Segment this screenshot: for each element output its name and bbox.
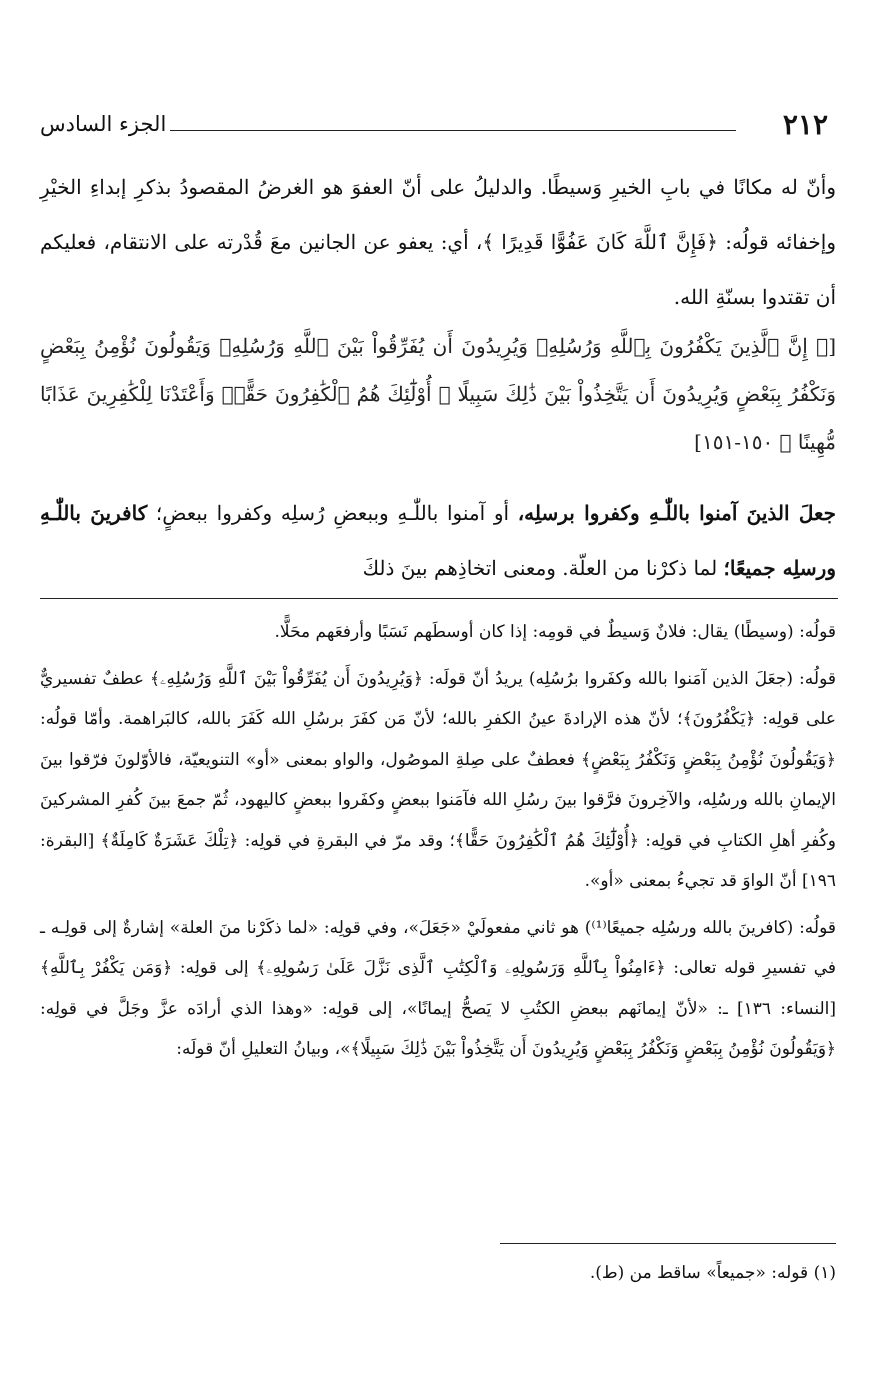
commentary-text-2: لما ذكرْنا من العلّة. ومعنى اتخاذِهم بينَ ذلكَ — [362, 556, 724, 580]
gloss-note-2: قولُه: (جعَلَ الذين آمَنوا بالله وكفَروا برُسُلِه) يريدُ أنّ قولَه: ﴿وَيُرِيدُونَ أَن يُفَرِّقُواْ بَيْنَ ٱللَّهِ وَرُسُلِهِۦ﴾ عطفٌ تفسيريٌّ على قولِه: ﴿يَكْفُرُونَ﴾؛ لأنّ هذه الإرادةَ عينُ الكفرِ بالله؛ لأنّ مَن كفَرَ برسُلِ الله كَفَرَ بالله، كالبَراهمة. وأمّا قولُه: ﴿وَيَقُولُونَ نُؤْمِنُ بِبَعْضٍ وَنَكْفُرُ بِبَعْضٍ﴾ فعطفٌ على صِلةِ الموصُول، والواو بمعنى «أو» التنويعيّة، فالأوّلونَ فرّقوا بينَ الإيمانِ بالله ورسُلِه، والآخِرونَ فرَّقوا بينَ رسُلِ الله فآمَنوا ببعضٍ وكفَروا ببعضٍ كاليهود، ثُمّ جمعَ بينَ كُفرِ المشركينَ وكُفرِ أهلِ الكتابِ في قولِه: ﴿أُوْلَٰٓئِكَ هُمُ ٱلْكَٰفِرُونَ حَقًّا﴾؛ وقد مرّ في البقرةِ في قولِه: ﴿تِلْكَ عَشَرَةٌ كَامِلَةٌ﴾ [البقرة: ١٩٦] أنّ الواوَ قد تجيءُ بمعنى «أو». — [40, 668, 836, 891]
commentary-text: أو آمنوا باللّٰـهِ وببعضِ رُسلِه وكفروا ببعضٍ؛ — [147, 501, 518, 525]
page-header — [40, 108, 828, 148]
main-paragraph-1 — [40, 160, 836, 325]
commentary-bold-2: كافرينَ باللّٰـهِ ورسلِه جميعًا؛ — [40, 501, 836, 580]
part-title: الجزء السادس — [40, 112, 167, 136]
commentary-bold: جعلَ الذينَ آمنوا باللّٰـهِ وكفروا برسلِه، — [517, 501, 836, 525]
gloss-note-3: قولُه: (كافرينَ بالله ورسُلِه جميعًا⁽¹⁾) هو ثاني مفعولَيْ «جَعَلَ»، وفي قولِه: «لما ذكَرْنا منَ العلة» إشارةٌ إلى قولِـه ـ في تفسيرِ قوله تعالى: ﴿ءَامِنُواْ بِٱللَّهِ وَرَسُولِهِۦ وَٱلْكِتَٰبِ ٱلَّذِى نَزَّلَ عَلَىٰ رَسُولِهِۦ﴾ إلى قولِه: ﴿وَمَن يَكْفُرْ بِٱللَّهِ﴾ [النساء: ١٣٦] ـ: «لأنّ إيمانَهم ببعضِ الكتُبِ لا يَصحُّ إيمانًا»، إلى قولِه: «وهذا الذي أرادَه عزَّ وجَلَّ في قولِه: ﴿وَيَقُولُونَ نُؤْمِنُ بِبَعْضٍ وَنَكْفُرُ بِبَعْضٍ وَيُرِيدُونَ أَن يَتَّخِذُواْ بَيْنَ ذَٰلِكَ سَبِيلًا﴾»، وبيانُ التعليلِ أنّ قولَه: — [40, 917, 837, 1059]
main-divider — [40, 598, 838, 599]
main-paragraph-2 — [40, 486, 836, 596]
gloss-note-1: قولُه: (وسيطًا) يقال: فلانٌ وَسيطٌ في قومِه: إذا كان أوسطَهم نَسَبًا وأرفعَهم محَلًّا. — [274, 622, 836, 642]
footnote-divider — [500, 1243, 836, 1244]
main-text-2 — [40, 486, 836, 596]
page-number: ٢١٢ — [782, 108, 828, 141]
quran-verse: [﴿ إِنَّ ٱلَّذِينَ يَكْفُرُونَ بِٱللَّهِ وَرُسُلِهِۦ وَيُرِيدُونَ أَن يُفَرِّقُواْ بَيْنَ ٱللَّهِ وَرُسُلِهِۦ وَيَقُولُونَ نُؤْمِنُ بِبَعْضٍ وَنَكْفُرُ بِبَعْضٍ وَيُرِيدُونَ أَن يَتَّخِذُواْ بَيْنَ ذَٰلِكَ سَبِيلًا ۞ أُوْلَٰٓئِكَ هُمُ ٱلْكَٰفِرُونَ حَقًّاۚ وَأَعْتَدْنَا لِلْكَٰفِرِينَ عَذَابًا مُّهِينًا ﴾ ١٥٠-١٥١] — [40, 334, 836, 454]
quran-verse-block — [40, 322, 836, 466]
header-rule — [170, 130, 736, 131]
footnote: (١) قوله: «جميعاً» ساقط من (ط). — [589, 1263, 836, 1283]
gloss-notes — [40, 612, 836, 1070]
main-text-1: وأنّ له مكانًا في بابِ الخيرِ وَسيطًا. والدليلُ على أنّ العفوَ هو الغرضُ المقصودُ بذكرِ إبداءِ الخيْرِ وإخفائه قولُه: ﴿فَإِنَّ ٱللَّهَ كَانَ عَفُوًّا قَدِيرًا ﴾، أي: يعفو عن الجانين معَ قُدْرته على الانتقام، فعليكم أن تقتدوا بسنّةِ الله. — [40, 175, 836, 309]
